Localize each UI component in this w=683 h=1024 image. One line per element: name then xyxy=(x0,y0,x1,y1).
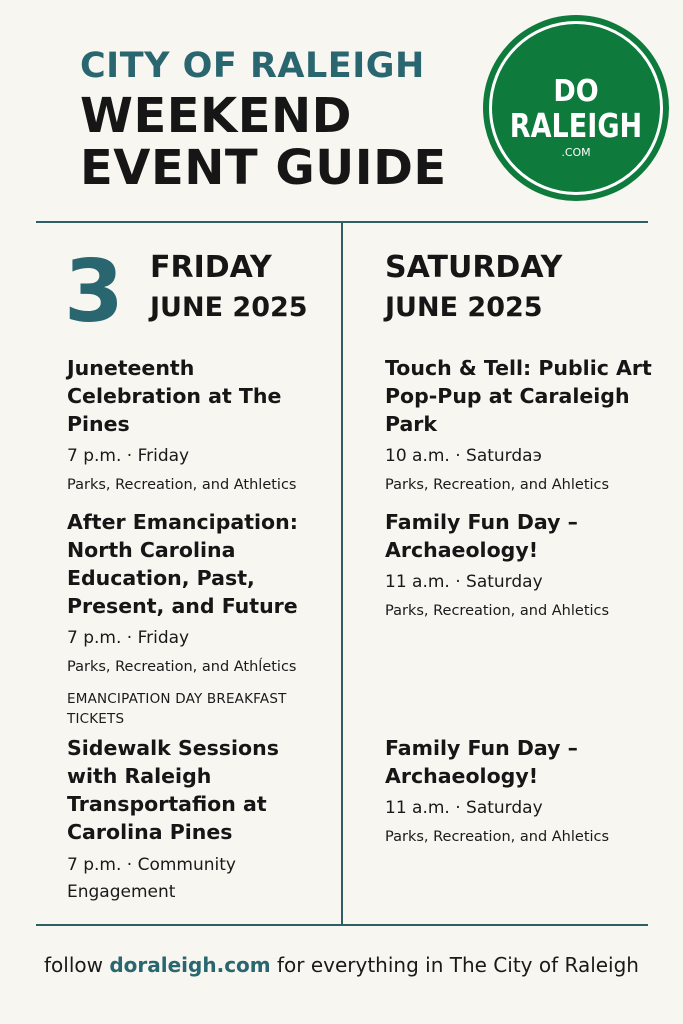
event-time: 7 p.m. · Friday xyxy=(67,446,190,466)
event-title[interactable]: Family Fun Day – Archaeology! xyxy=(385,736,578,788)
column-divider xyxy=(341,222,343,925)
event-time: 11 a.m. · Saturday xyxy=(385,798,543,818)
header xyxy=(0,0,683,222)
saturday-day-name: SATURDAY xyxy=(385,250,563,285)
event-time: 7 p.m. · Friday xyxy=(67,628,190,648)
event-title[interactable]: Family Fun Day – Archaeology! xyxy=(385,510,578,562)
logo-text-com: .COM xyxy=(561,146,591,159)
event-time: 11 a.m. · Saturday xyxy=(385,572,543,592)
event-title[interactable]: Sidewalk Sessions with Raleigh Transportafion at Carolina Pines xyxy=(67,736,279,844)
friday-day-name: FRIDAY xyxy=(150,250,272,285)
saturday-event-2[interactable] xyxy=(385,508,610,621)
event-time: 10 a.m. · Saturdaэ xyxy=(385,446,542,466)
bottom-divider xyxy=(36,924,648,926)
guide-title-line2: EVENT GUIDE xyxy=(80,140,447,196)
guide-title-line1: WEEKEND xyxy=(80,88,353,144)
city-title: CITY OF RALEIGH xyxy=(80,46,425,86)
saturday-event-1[interactable] xyxy=(385,354,653,495)
saturday-event-3[interactable] xyxy=(385,734,610,847)
event-title[interactable]: Touch & Tell: Public Art Pop-Pup at Caraleigh Park xyxy=(385,356,652,436)
event-organizer: Parks, Recreation, and Athletics xyxy=(67,477,297,493)
friday-event-2[interactable] xyxy=(67,508,317,729)
footer-prefix: follow xyxy=(44,953,110,977)
logo-text-raleigh: RALEIGH xyxy=(509,106,643,145)
event-organizer: Parks, Recreation, and Ahletics xyxy=(385,829,610,845)
friday-day-number: 3 xyxy=(64,242,124,342)
do-raleigh-logo[interactable] xyxy=(483,15,669,201)
footer-link[interactable]: doraleigh.com xyxy=(109,953,271,977)
guide-title xyxy=(80,90,447,194)
friday-date: JUNE 2025 xyxy=(150,292,308,323)
event-organizer: Parks, Recreation, and Ahletics xyxy=(385,603,610,619)
event-title[interactable]: After Emancipation: North Carolina Education, Past, Present, and Future xyxy=(67,510,298,618)
footer xyxy=(0,950,683,980)
event-organizer: Parks, Recreation, and Athĺetics xyxy=(67,659,297,675)
logo-text-do: DO xyxy=(553,74,599,109)
footer-suffix: for everything in The City of Raleigh xyxy=(270,953,639,977)
event-organizer: Parks, Recreation, and Ahletics xyxy=(385,477,610,493)
event-title[interactable]: Juneteenth Celebration at The Pines xyxy=(67,356,282,436)
event-tickets-note[interactable]: EMANCIPATION DAY BREAKFAST TICKETS xyxy=(67,691,287,727)
event-time: 7 p.m. · Community Engagement xyxy=(67,855,236,902)
friday-event-1[interactable] xyxy=(67,354,335,495)
friday-event-3[interactable] xyxy=(67,734,297,906)
saturday-date: JUNE 2025 xyxy=(385,292,543,323)
